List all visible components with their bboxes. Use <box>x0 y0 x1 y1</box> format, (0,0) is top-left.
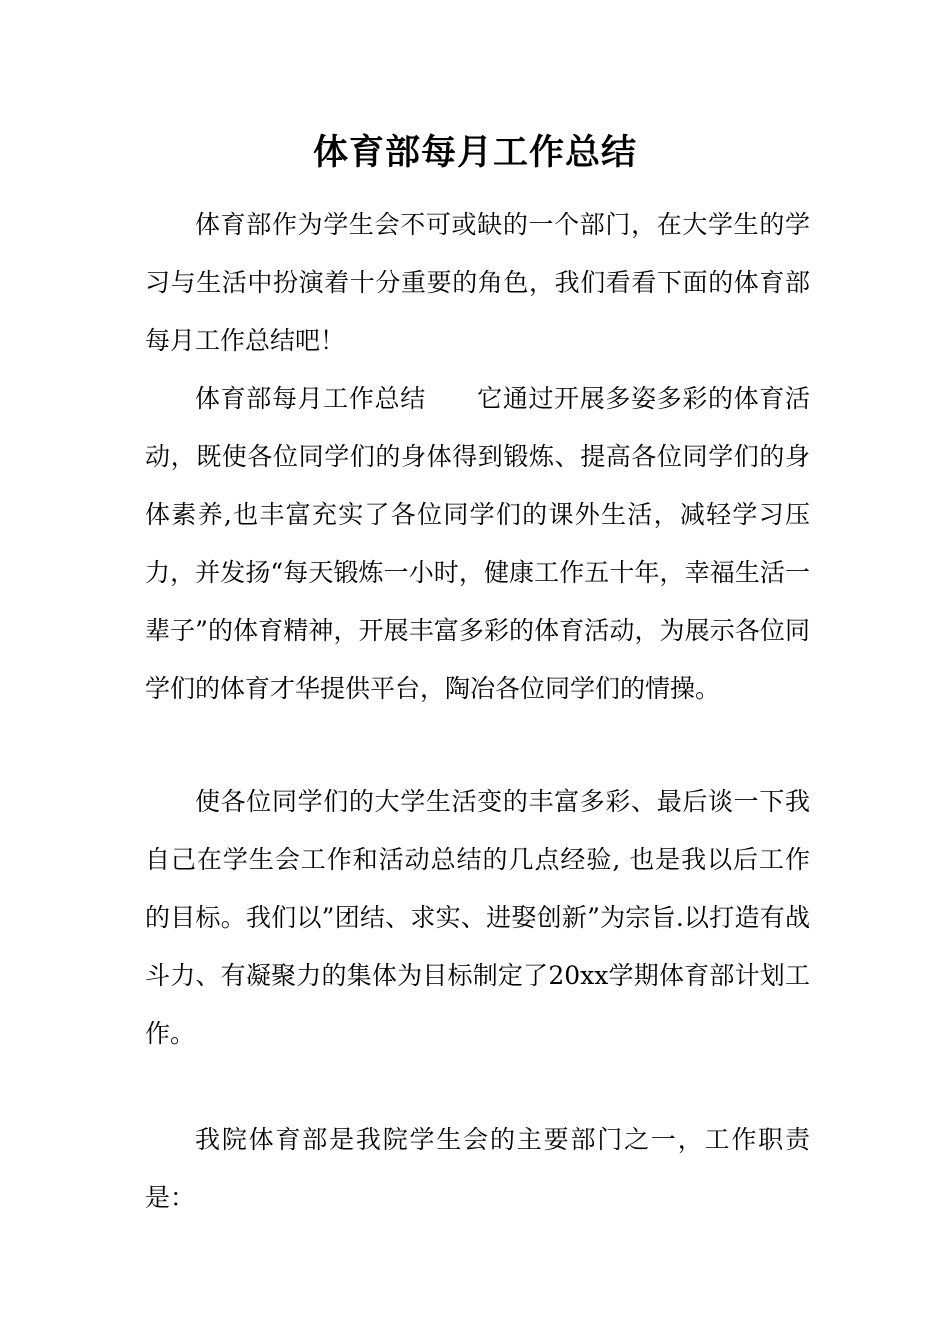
paragraph-1: 体育部作为学生会不可或缺的一个部门，在大学生的学习与生活中扮演着十分重要的角色，我们看看下面的体育部每月工作总结吧！ <box>145 210 810 355</box>
paragraph-4: 我院体育部是我院学生会的主要部门之一，工作职责是： <box>145 1125 810 1212</box>
paragraph-2: 体育部每月工作总结 它通过开展多姿多彩的体育活动，既使各位同学们的身体得到锻炼、提高各位同学们的身体素养,也丰富充实了各位同学们的课外生活，减轻学习压力，并发扬“每天锻炼一小时，健康工作五十年，幸福生活一辈子”的体育精神，开展丰富多彩的体育活动，为展示各位同学们的体育才华提供平台，陶冶各位同学们的情操。 <box>145 384 810 703</box>
document-title: 体育部每月工作总结 <box>312 132 637 173</box>
paragraph-3: 使各位同学们的大学生活变的丰富多彩、最后谈一下我自己在学生会工作和活动总结的几点经验, 也是我以后工作的目标。我们以”团结、求实、进娶创新”为宗旨.以打造有战斗力、有凝聚力的集体为目标制定了20xx学期体育部计划工作。 <box>145 787 810 1048</box>
